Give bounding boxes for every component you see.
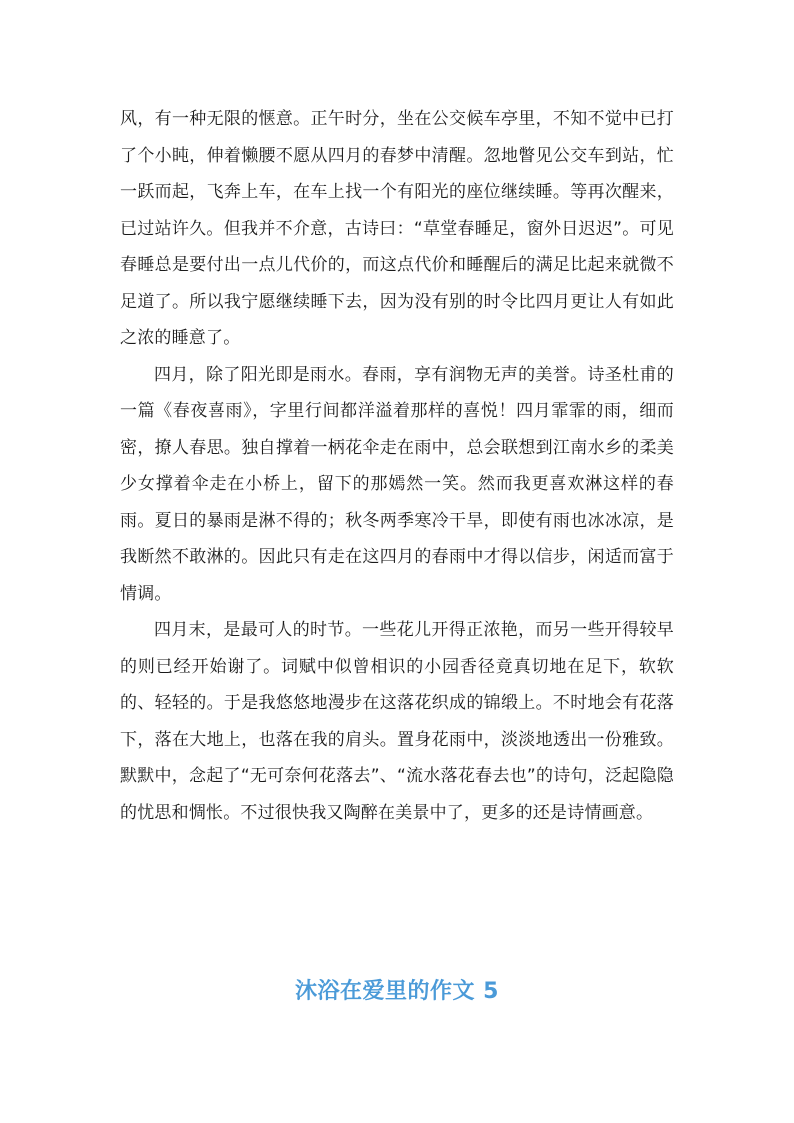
paragraph-2: 四月，除了阳光即是雨水。春雨，享有润物无声的美誉。诗圣杜甫的一篇《春夜喜雨》，字里行间都洋溢着那样的喜悦！四月霏霏的雨，细而密，撩人春思。独自撑着一柄花伞走在雨中，总会联想到江南水乡的柔美少女撑着伞走在小桥上，留下的那嫣然一笑。然而我更喜欢淋这样的春雨。夏日的暴雨是淋不得的；秋冬两季寒冷干旱，即使有雨也冰冰凉，是我断然不敢淋的。因此只有走在这四月的春雨中才得以信步，闲适而富于情调。 [120,364,674,604]
paragraph-3: 四月末，是最可人的时节。一些花儿开得正浓艳，而另一些开得较早的则已经开始谢了。词赋中似曾相识的小园香径竟真切地在足下，软软的、轻轻的。于是我悠悠地漫步在这落花织成的锦缎上。不时地会有花落下，落在大地上，也落在我的肩头。置身花雨中，淡淡地透出一份雅致。默默中，念起了“无可奈何花落去”、“流水落花春去也”的诗句，泛起隐隐的忧思和惆怅。不过很快我又陶醉在美景中了，更多的还是诗情画意。 [120,620,674,823]
document-body [120,101,674,831]
section-heading: 沐浴在爱里的作文 5 [295,979,499,1004]
paragraph-1: 风，有一种无限的惬意。正午时分，坐在公交候车亭里，不知不觉中已打了个小盹，伸着懒腰不愿从四月的春梦中清醒。忽地瞥见公交车到站，忙一跃而起，飞奔上车，在车上找一个有阳光的座位继续睡。等再次醒来，已过站许久。但我并不介意，古诗曰：“草堂春睡足，窗外日迟迟”。可见春睡总是要付出一点儿代价的，而这点代价和睡醒后的满足比起来就微不足道了。所以我宁愿继续睡下去，因为没有别的时令比四月更让人有如此之浓的睡意了。 [120,109,674,348]
